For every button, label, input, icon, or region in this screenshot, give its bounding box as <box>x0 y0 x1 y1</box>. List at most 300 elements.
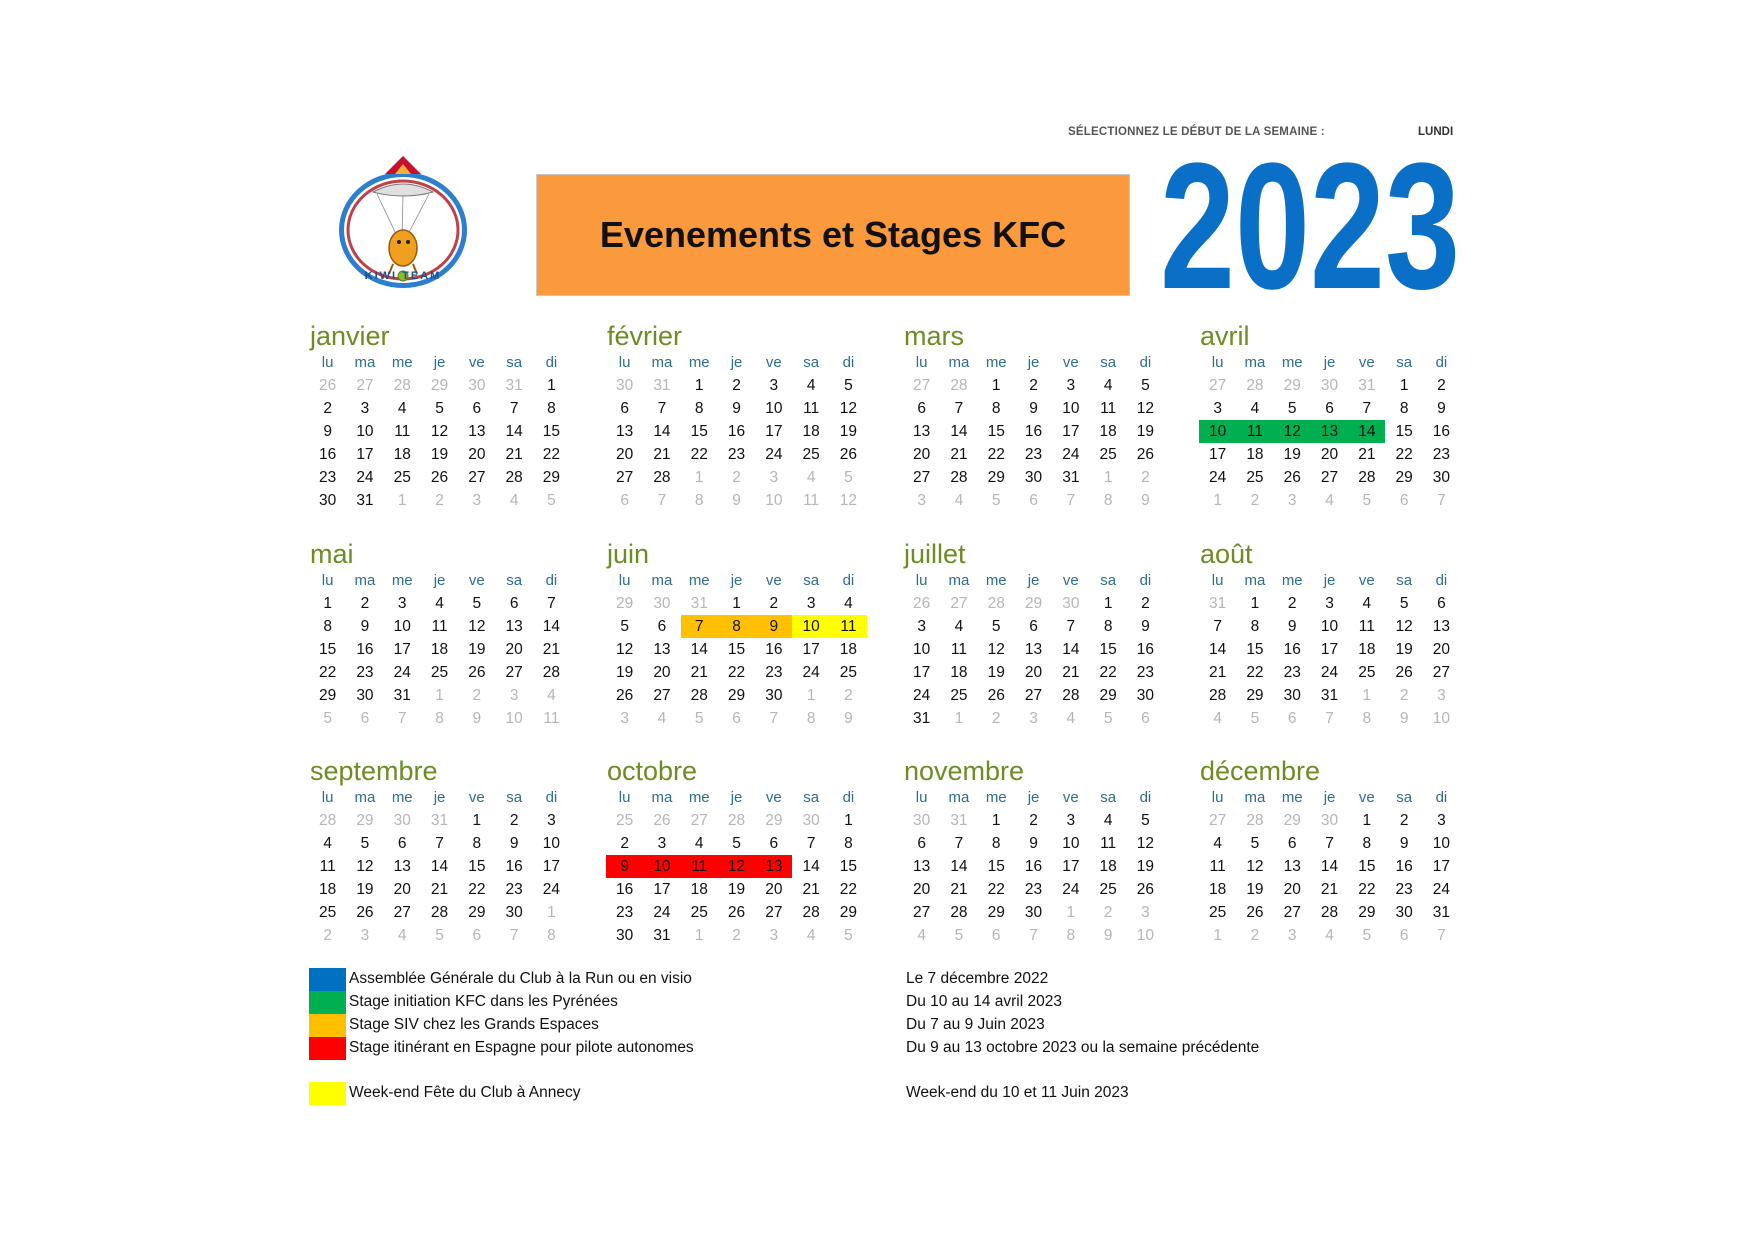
day-cell: 1 <box>1362 812 1372 829</box>
legend-label: Stage initiation KFC dans les Pyrénées <box>349 993 618 1010</box>
day-cell: 14 <box>430 858 449 875</box>
day-cell: 16 <box>356 641 374 658</box>
day-cell: 14 <box>1062 641 1080 658</box>
day-cell: 9 <box>1029 835 1038 852</box>
day-cell: 31 <box>653 927 671 944</box>
month-days-grid <box>1199 352 1459 512</box>
day-cell: 16 <box>319 446 337 463</box>
day-cell: 5 <box>1141 812 1150 829</box>
day-cell: 14 <box>1320 858 1339 875</box>
day-cell: 26 <box>1246 904 1264 921</box>
day-cell: 8 <box>547 400 556 417</box>
day-cell: 16 <box>1283 641 1301 658</box>
weekday-header: ma <box>948 572 970 589</box>
day-cell: 10 <box>792 615 829 638</box>
day-cell: 31 <box>393 687 411 704</box>
day-cell: 9 <box>1029 400 1038 417</box>
week-start-select[interactable]: LUNDI <box>1418 126 1454 138</box>
day-cell: 18 <box>1099 858 1117 875</box>
month-name: septembre <box>310 756 438 786</box>
day-cell: 27 <box>913 904 931 921</box>
day-cell: 5 <box>547 492 556 509</box>
day-cell: 14 <box>505 423 523 440</box>
day-cell: 13 <box>913 858 931 875</box>
day-cell: 31 <box>653 377 671 394</box>
day-cell: 10 <box>505 710 523 727</box>
day-cell: 28 <box>727 812 746 829</box>
weekday-header: ma <box>651 572 673 589</box>
day-cell: 17 <box>802 641 820 658</box>
weekday-header: je <box>730 572 743 589</box>
day-cell: 30 <box>1024 469 1043 486</box>
month-days-grid <box>903 352 1163 512</box>
day-cell: 7 <box>954 835 964 852</box>
weekday-header: me <box>985 572 1007 589</box>
weekday-header: di <box>1139 789 1152 806</box>
weekday-header: me <box>688 354 710 371</box>
day-cell: 29 <box>1024 595 1043 612</box>
day-cell: 25 <box>1358 664 1376 681</box>
day-cell: 28 <box>987 595 1005 612</box>
day-cell: 17 <box>542 858 561 875</box>
day-cell: 18 <box>1209 881 1227 898</box>
day-cell: 17 <box>356 446 374 463</box>
day-cell: 10 <box>1199 420 1236 443</box>
day-cell: 20 <box>468 446 486 463</box>
weekday-header: je <box>433 354 446 371</box>
day-cell: 3 <box>657 835 667 852</box>
legend-swatch <box>309 1014 346 1037</box>
day-cell: 19 <box>987 664 1005 681</box>
month-calendar <box>1199 755 1459 947</box>
day-cell: 12 <box>430 423 449 440</box>
month-name: juillet <box>904 539 966 569</box>
day-cell: 10 <box>356 423 374 440</box>
day-cell: 5 <box>954 927 964 944</box>
month-days-grid <box>606 787 866 947</box>
day-cell: 6 <box>1029 492 1038 509</box>
day-cell: 30 <box>356 687 374 704</box>
day-cell: 2 <box>732 927 741 944</box>
day-cell: 6 <box>1029 618 1038 635</box>
day-cell: 10 <box>765 400 783 417</box>
day-cell: 9 <box>1103 927 1113 944</box>
day-cell: 21 <box>1358 446 1376 463</box>
day-cell: 5 <box>844 377 853 394</box>
legend-date: Du 10 au 14 avril 2023 <box>906 993 1062 1010</box>
day-cell: 23 <box>505 881 523 898</box>
day-cell: 18 <box>1099 423 1117 440</box>
day-cell: 9 <box>1141 618 1150 635</box>
day-cell: 21 <box>505 446 523 463</box>
day-cell: 20 <box>505 641 523 658</box>
day-cell: 25 <box>839 664 858 681</box>
day-cell: 4 <box>1213 835 1222 852</box>
day-cell: 19 <box>356 881 374 898</box>
month-calendar <box>1199 538 1459 730</box>
day-cell: 15 <box>1395 423 1413 440</box>
day-cell: 2 <box>360 595 370 612</box>
day-cell: 24 <box>393 664 411 681</box>
day-cell: 9 <box>472 710 482 727</box>
day-cell: 6 <box>1287 710 1297 727</box>
day-cell: 30 <box>1136 687 1155 704</box>
day-cell: 28 <box>950 904 968 921</box>
day-cell: 12 <box>468 618 486 635</box>
club-logo <box>333 152 473 292</box>
day-cell: 28 <box>1062 687 1080 704</box>
day-cell: 17 <box>913 664 931 681</box>
day-cell: 22 <box>1358 881 1376 898</box>
day-cell: 22 <box>542 446 561 463</box>
legend-swatch <box>309 1082 346 1105</box>
day-cell: 21 <box>1320 881 1339 898</box>
month-calendar <box>309 755 569 947</box>
day-cell: 25 <box>950 687 968 704</box>
day-cell: 29 <box>839 904 858 921</box>
weekday-header: me <box>391 789 413 806</box>
day-cell: 25 <box>1099 881 1117 898</box>
day-cell: 21 <box>1209 664 1227 681</box>
day-cell: 3 <box>1213 400 1222 417</box>
day-cell: 1 <box>435 687 444 704</box>
day-cell: 25 <box>1099 446 1117 463</box>
day-cell: 5 <box>1362 927 1372 944</box>
weekday-header: di <box>545 572 558 589</box>
day-cell: 15 <box>839 858 858 875</box>
day-cell: 17 <box>653 881 671 898</box>
day-cell: 30 <box>616 377 634 394</box>
day-cell: 26 <box>468 664 486 681</box>
day-cell: 31 <box>1432 904 1451 921</box>
weekday-header: sa <box>1396 789 1413 806</box>
weekday-header: me <box>985 354 1007 371</box>
day-cell: 4 <box>1066 710 1076 727</box>
day-cell: 15 <box>690 423 708 440</box>
day-cell: 15 <box>727 641 746 658</box>
legend-label: Week-end Fête du Club à Annecy <box>349 1084 581 1101</box>
day-cell: 14 <box>1209 641 1227 658</box>
day-cell: 17 <box>1209 446 1227 463</box>
day-cell: 23 <box>727 446 746 463</box>
day-cell: 5 <box>844 927 853 944</box>
day-cell: 31 <box>356 492 374 509</box>
weekday-header: ma <box>651 789 673 806</box>
weekday-header: ve <box>765 572 782 589</box>
day-cell: 20 <box>616 446 634 463</box>
day-cell: 28 <box>1320 904 1339 921</box>
day-cell: 8 <box>1250 618 1260 635</box>
day-cell: 24 <box>802 664 820 681</box>
day-cell: 8 <box>1103 492 1113 509</box>
day-cell: 8 <box>1362 710 1372 727</box>
day-cell: 28 <box>1209 687 1227 704</box>
day-cell: 22 <box>727 664 746 681</box>
month-days-grid <box>903 787 1163 947</box>
day-cell: 28 <box>542 664 561 681</box>
weekday-header: di <box>1139 354 1152 371</box>
weekday-header: ve <box>765 789 782 806</box>
legend-date: Du 7 au 9 Juin 2023 <box>906 1016 1045 1033</box>
day-cell: 5 <box>1250 835 1260 852</box>
month-name: janvier <box>310 321 390 351</box>
weekday-header: je <box>433 572 446 589</box>
day-cell: 24 <box>1209 469 1227 486</box>
day-cell: 8 <box>694 492 704 509</box>
day-cell: 23 <box>1283 664 1301 681</box>
day-cell: 30 <box>765 687 783 704</box>
weekday-header: je <box>1323 572 1336 589</box>
day-cell: 25 <box>1209 904 1227 921</box>
day-cell: 22 <box>690 446 708 463</box>
weekday-header: lu <box>618 354 631 371</box>
day-cell: 29 <box>616 595 634 612</box>
day-cell: 26 <box>356 904 374 921</box>
day-cell: 14 <box>1348 420 1385 443</box>
day-cell: 30 <box>913 812 931 829</box>
day-cell: 3 <box>547 812 556 829</box>
day-cell: 24 <box>1062 446 1080 463</box>
day-cell: 24 <box>765 446 783 463</box>
weekday-header: ma <box>651 354 673 371</box>
day-cell: 1 <box>1362 687 1372 704</box>
day-cell: 2 <box>844 687 853 704</box>
day-cell: 7 <box>806 835 816 852</box>
weekday-header: je <box>1027 789 1040 806</box>
weekday-header: sa <box>1100 572 1117 589</box>
day-cell: 6 <box>1325 400 1334 417</box>
day-cell: 8 <box>718 615 755 638</box>
day-cell: 26 <box>616 687 634 704</box>
weekday-header: lu <box>1211 354 1224 371</box>
day-cell: 19 <box>1136 858 1155 875</box>
day-cell: 2 <box>509 812 519 829</box>
week-start-label: SÉLECTIONNEZ LE DÉBUT DE LA SEMAINE : <box>1068 126 1325 138</box>
day-cell: 3 <box>769 927 779 944</box>
weekday-header: me <box>1281 572 1303 589</box>
day-cell: 29 <box>1246 687 1264 704</box>
legend-date: Week-end du 10 et 11 Juin 2023 <box>906 1084 1129 1101</box>
day-cell: 31 <box>913 710 931 727</box>
day-cell: 2 <box>323 927 332 944</box>
day-cell: 6 <box>917 400 926 417</box>
weekday-header: ma <box>354 789 376 806</box>
day-cell: 6 <box>620 492 629 509</box>
weekday-header: lu <box>618 572 631 589</box>
day-cell: 25 <box>802 446 820 463</box>
day-cell: 1 <box>694 377 704 394</box>
day-cell: 27 <box>913 469 931 486</box>
day-cell: 26 <box>987 687 1005 704</box>
day-cell: 23 <box>319 469 337 486</box>
day-cell: 31 <box>1358 377 1376 394</box>
day-cell: 29 <box>1283 812 1301 829</box>
day-cell: 17 <box>1432 858 1451 875</box>
day-cell: 21 <box>430 881 449 898</box>
legend-swatch <box>309 1037 346 1060</box>
day-cell: 22 <box>987 446 1005 463</box>
day-cell: 9 <box>606 855 643 878</box>
month-days-grid <box>1199 787 1459 947</box>
day-cell: 2 <box>1029 812 1038 829</box>
day-cell: 30 <box>1320 377 1339 394</box>
legend-date: Le 7 décembre 2022 <box>906 970 1049 987</box>
day-cell: 4 <box>954 618 964 635</box>
day-cell: 4 <box>509 492 519 509</box>
day-cell: 2 <box>1103 904 1113 921</box>
day-cell: 4 <box>547 687 556 704</box>
day-cell: 29 <box>1283 377 1301 394</box>
day-cell: 30 <box>1283 687 1301 704</box>
day-cell: 14 <box>690 641 708 658</box>
day-cell: 1 <box>806 687 816 704</box>
day-cell: 8 <box>1066 927 1076 944</box>
day-cell: 5 <box>1399 595 1409 612</box>
day-cell: 3 <box>1437 812 1446 829</box>
day-cell: 4 <box>1250 400 1260 417</box>
day-cell: 28 <box>430 904 449 921</box>
day-cell: 11 <box>1100 835 1117 852</box>
day-cell: 7 <box>1362 400 1372 417</box>
legend-swatch <box>309 968 346 991</box>
day-cell: 28 <box>393 377 411 394</box>
day-cell: 29 <box>319 687 337 704</box>
weekday-header: di <box>842 789 855 806</box>
day-cell: 18 <box>839 641 858 658</box>
day-cell: 1 <box>1213 492 1222 509</box>
day-cell: 27 <box>1209 377 1227 394</box>
day-cell: 4 <box>954 492 964 509</box>
weekday-header: ve <box>1358 354 1375 371</box>
weekday-header: ve <box>468 789 485 806</box>
weekday-header: je <box>730 789 743 806</box>
month-days-grid <box>309 352 569 512</box>
legend-date: Du 9 au 13 octobre 2023 ou la semaine précédente <box>906 1039 1260 1056</box>
legend-label: Stage itinérant en Espagne pour pilote autonomes <box>349 1039 694 1056</box>
day-cell: 25 <box>690 904 708 921</box>
day-cell: 14 <box>542 618 561 635</box>
day-cell: 3 <box>1325 595 1334 612</box>
day-cell: 3 <box>917 618 926 635</box>
day-cell: 8 <box>435 710 444 727</box>
day-cell: 30 <box>616 927 634 944</box>
day-cell: 17 <box>765 423 783 440</box>
day-cell: 1 <box>991 377 1001 394</box>
day-cell: 1 <box>694 469 704 486</box>
day-cell: 9 <box>732 400 741 417</box>
day-cell: 1 <box>991 812 1001 829</box>
day-cell: 27 <box>616 469 634 486</box>
day-cell: 24 <box>653 904 671 921</box>
weekday-header: ve <box>1358 789 1375 806</box>
day-cell: 22 <box>319 664 337 681</box>
weekday-header: je <box>730 354 743 371</box>
day-cell: 5 <box>435 927 444 944</box>
day-cell: 19 <box>430 446 449 463</box>
weekday-header: lu <box>1211 572 1224 589</box>
day-cell: 10 <box>1320 618 1339 635</box>
month-name: octobre <box>607 756 698 786</box>
day-cell: 20 <box>653 664 671 681</box>
day-cell: 14 <box>950 423 968 440</box>
day-cell: 9 <box>1141 492 1150 509</box>
day-cell: 1 <box>694 927 704 944</box>
day-cell: 4 <box>806 377 816 394</box>
weekday-header: je <box>1027 572 1040 589</box>
day-cell: 19 <box>839 423 858 440</box>
day-cell: 30 <box>1320 812 1339 829</box>
month-calendar <box>606 538 866 730</box>
month-days-grid <box>606 570 866 730</box>
day-cell: 31 <box>1062 469 1080 486</box>
weekday-header: lu <box>1211 789 1224 806</box>
day-cell: 2 <box>991 710 1001 727</box>
weekday-header: lu <box>321 572 334 589</box>
weekday-header: sa <box>506 789 523 806</box>
weekday-header: lu <box>915 354 928 371</box>
day-cell: 24 <box>913 687 931 704</box>
day-cell: 26 <box>319 377 337 394</box>
day-cell: 2 <box>323 400 332 417</box>
day-cell: 24 <box>542 881 561 898</box>
weekday-header: sa <box>803 354 820 371</box>
title-banner <box>536 174 1130 296</box>
day-cell: 22 <box>987 881 1005 898</box>
day-cell: 7 <box>657 400 667 417</box>
day-cell: 3 <box>769 469 779 486</box>
day-cell: 2 <box>1029 377 1038 394</box>
month-name: décembre <box>1200 756 1321 786</box>
day-cell: 16 <box>727 423 746 440</box>
day-cell: 30 <box>802 812 820 829</box>
month-calendar <box>1199 320 1459 512</box>
weekday-header: sa <box>1100 789 1117 806</box>
day-cell: 6 <box>472 400 482 417</box>
day-cell: 28 <box>1246 812 1264 829</box>
month-days-grid <box>1199 570 1459 730</box>
day-cell: 8 <box>323 618 332 635</box>
weekday-header: ma <box>1244 789 1266 806</box>
day-cell: 29 <box>468 904 486 921</box>
day-cell: 28 <box>802 904 820 921</box>
day-cell: 6 <box>732 710 741 727</box>
day-cell: 6 <box>657 618 667 635</box>
weekday-header: ma <box>354 354 376 371</box>
day-cell: 4 <box>1362 595 1372 612</box>
logo-text: KIWI TEAM <box>364 270 442 282</box>
day-cell: 1 <box>323 595 332 612</box>
day-cell: 7 <box>1213 618 1222 635</box>
day-cell: 11 <box>830 615 867 638</box>
day-cell: 20 <box>913 881 931 898</box>
day-cell: 26 <box>839 446 858 463</box>
day-cell: 9 <box>323 423 332 440</box>
day-cell: 27 <box>356 377 374 394</box>
weekday-header: je <box>1323 354 1336 371</box>
day-cell: 30 <box>319 492 337 509</box>
day-cell: 10 <box>1062 400 1080 417</box>
day-cell: 29 <box>1395 469 1413 486</box>
day-cell: 3 <box>472 492 482 509</box>
day-cell: 8 <box>694 400 704 417</box>
day-cell: 16 <box>765 641 783 658</box>
day-cell: 24 <box>1320 664 1339 681</box>
day-cell: 6 <box>769 835 779 852</box>
day-cell: 12 <box>839 400 858 417</box>
day-cell: 8 <box>1103 618 1113 635</box>
day-cell: 6 <box>1399 492 1409 509</box>
day-cell: 6 <box>397 835 407 852</box>
